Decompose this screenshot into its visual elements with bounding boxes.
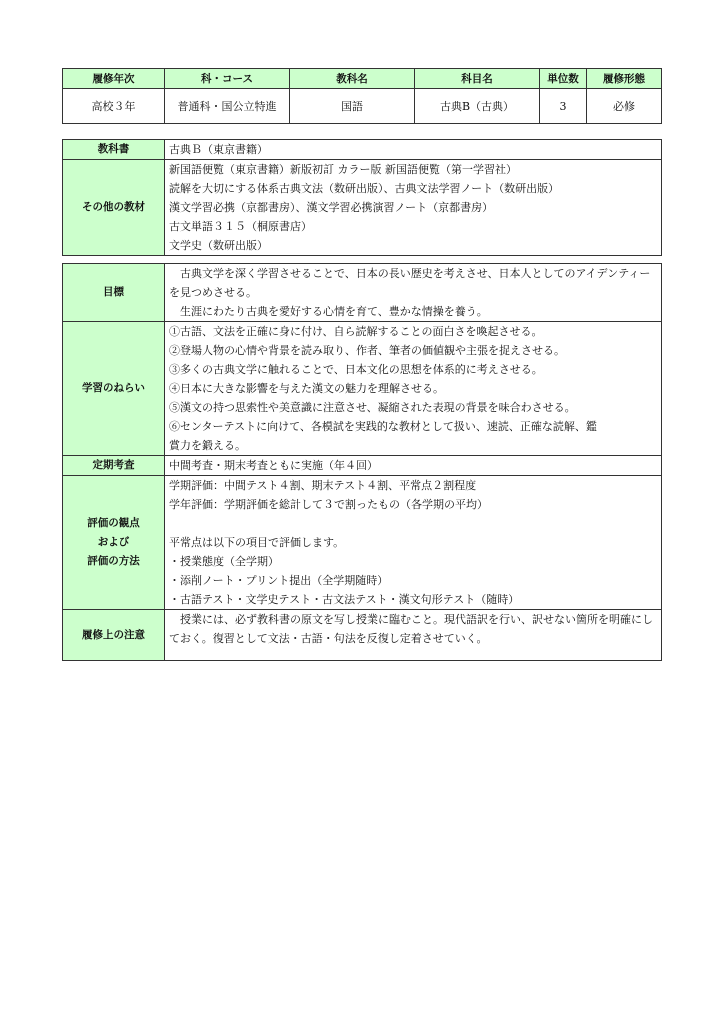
other-material-item: 文学史（数研出版） <box>169 239 268 252</box>
exam-label: 定期考査 <box>63 456 165 476</box>
evaluation-line: ・添削ノート・プリント提出（全学期随時） <box>169 574 389 587</box>
textbook-text: 古典Ｂ（東京書籍） <box>169 143 268 156</box>
header-subject-area: 教科名 <box>290 69 415 89</box>
header-subject-name: 科目名 <box>415 69 540 89</box>
header-credits: 単位数 <box>540 69 587 89</box>
aim-item: ⑤漢文の持つ思索性や美意識に注意させ、凝縮された表現の背景を味合わさせる。 <box>169 401 576 414</box>
aim-item: ①古語、文法を正確に身に付け、自ら読解することの面白さを喚起させる。 <box>169 325 543 338</box>
materials-table <box>62 139 662 256</box>
evaluation-line: ・授業態度（全学期） <box>169 555 279 568</box>
evaluation-line: ・古語テスト・文学史テスト・古文法テスト・漢文句形テスト（随時） <box>169 593 520 606</box>
aim-item: ②登場人物の心情や背景を読み取り、作者、筆者の価値観や主張を捉えさせる。 <box>169 344 565 357</box>
textbook-value <box>165 140 662 160</box>
textbook-label: 教科書 <box>63 140 165 160</box>
notes-paragraph: 授業には、必ず教科書の原文を写し授業に臨むこと。現代語訳を行い、訳せない箇所を明確にしておく。復習として文法・古語・句法を反復し定着させていく。 <box>169 613 653 645</box>
notes-cell <box>165 610 662 661</box>
other-materials-label: その他の教材 <box>63 160 165 256</box>
header-course: 科・コース <box>165 69 290 89</box>
goal-paragraph: 古典文学を深く学習させることで、日本の長い歴史を考えさせ、日本人としてのアイデンティーを見つめさせる。 <box>169 267 651 299</box>
value-credits: 3 <box>540 89 587 124</box>
aim-item: ④日本に大きな影響を与えた漢文の魅力を理解させる。 <box>169 382 444 395</box>
value-grade-year: 高校３年 <box>63 89 165 124</box>
value-subject-area: 国語 <box>290 89 415 124</box>
evaluation-spacer <box>169 514 657 533</box>
goal-cell <box>165 264 662 322</box>
other-material-item: 漢文学習必携（京都書房）、漢文学習必携演習ノート（京都書房） <box>169 201 494 214</box>
other-material-item: 新国語便覧（東京書籍）新版初訂 カラー版 新国語便覧（第一学習社） <box>169 163 517 176</box>
evaluation-cell <box>165 476 662 610</box>
evaluation-label-line: 評価の方法 <box>87 555 140 567</box>
evaluation-label-line: 評価の観点 <box>87 517 140 529</box>
other-materials-list <box>165 160 662 256</box>
syllabus-table <box>62 263 662 661</box>
value-enrollment-type: 必修 <box>587 89 662 124</box>
other-material-item: 読解を大切にする体系古典文法（数研出版）、古典文法学習ノート（数研出版） <box>169 182 560 195</box>
evaluation-line: 平常点は以下の項目で評価します。 <box>169 536 345 549</box>
evaluation-label <box>63 476 165 610</box>
aim-item: ⑥センターテストに向けて、各模試を実践的な教材として扱い、速読、正確な読解、鑑 <box>169 420 597 433</box>
aims-cell <box>165 322 662 456</box>
value-course: 普通科・国公立特進 <box>165 89 290 124</box>
goal-label: 目標 <box>63 264 165 322</box>
exam-cell <box>165 456 662 476</box>
aim-item: ③多くの古典文学に触れることで、日本文化の思想を体系的に考えさせる。 <box>169 363 543 376</box>
aims-label: 学習のねらい <box>63 322 165 456</box>
evaluation-line: 学期評価：中間テスト４割、期末テスト４割、平常点２割程度 <box>169 479 477 492</box>
evaluation-label-line: および <box>97 536 130 548</box>
goal-paragraph: 生涯にわたり古典を愛好する心情を育て、豊かな情操を養う。 <box>180 305 488 318</box>
overview-table <box>62 68 662 124</box>
exam-text: 中間考査・期末考査ともに実施（年４回） <box>169 459 378 472</box>
other-material-item: 古文単語３１５（桐原書店） <box>169 220 312 233</box>
notes-label: 履修上の注意 <box>63 610 165 661</box>
header-grade-year: 履修年次 <box>63 69 165 89</box>
header-enrollment-type: 履修形態 <box>587 69 662 89</box>
value-subject-name: 古典B（古典） <box>415 89 540 124</box>
evaluation-line: 学年評価：学期評価を総計して３で割ったもの（各学期の平均） <box>169 498 488 511</box>
aim-item: 賞力を鍛える。 <box>169 439 246 452</box>
